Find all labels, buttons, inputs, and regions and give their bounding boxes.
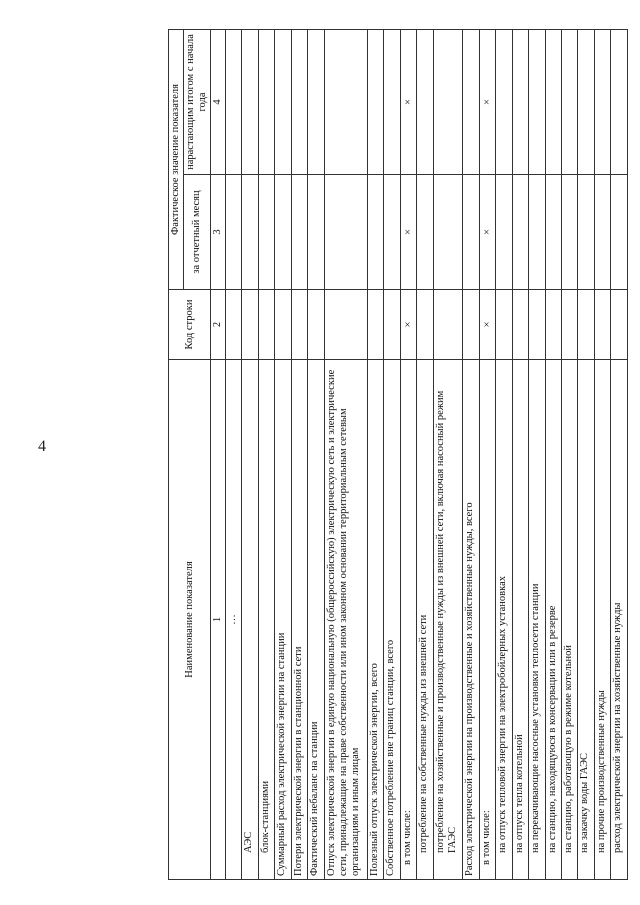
- row-name: на станцию, находящуюся в консервации или в резерве: [545, 360, 561, 880]
- table-row: [479, 30, 495, 880]
- table-row: [529, 30, 545, 880]
- table-row: [594, 30, 610, 880]
- row-name: на станцию, работающую в режиме котельной: [561, 360, 577, 880]
- row-name: в том числе:: [479, 360, 495, 880]
- empty-cell: [545, 290, 561, 360]
- empty-cell: [529, 30, 545, 175]
- empty-cell: [226, 290, 242, 360]
- x-mark: ×: [400, 290, 416, 360]
- empty-cell: [242, 30, 258, 175]
- table-row: [258, 30, 274, 880]
- empty-cell: [463, 290, 479, 360]
- x-mark: ×: [479, 290, 495, 360]
- empty-cell: [226, 30, 242, 175]
- empty-cell: [417, 175, 433, 290]
- empty-cell: [433, 30, 463, 175]
- row-name: на отпуск тепловой энергии на электробойлерных установках: [496, 360, 512, 880]
- empty-cell: [291, 290, 307, 360]
- column-number-row: [211, 30, 226, 880]
- row-name: Собственное потребление вне границ станции, всего: [384, 360, 400, 880]
- col-num-3: 3: [211, 175, 226, 290]
- table-row: [324, 30, 367, 880]
- empty-cell: [611, 290, 628, 360]
- empty-cell: [529, 175, 545, 290]
- empty-cell: [433, 175, 463, 290]
- empty-cell: [275, 175, 291, 290]
- empty-cell: [594, 30, 610, 175]
- empty-cell: [512, 30, 528, 175]
- row-name: потребление на хозяйственные и производственные нужды из внешней сети, включая насосный режим ГАЭС: [433, 360, 463, 880]
- empty-cell: [308, 30, 324, 175]
- empty-cell: [384, 175, 400, 290]
- table-row: [291, 30, 307, 880]
- row-name: потребление на собственные нужды из внешней сети: [417, 360, 433, 880]
- header-name: Наименование показателя: [169, 360, 211, 880]
- row-name: Полезный отпуск электрической энергии, всего: [367, 360, 383, 880]
- table-row: [545, 30, 561, 880]
- empty-cell: [275, 290, 291, 360]
- empty-cell: [594, 175, 610, 290]
- empty-cell: [545, 175, 561, 290]
- table-row: [512, 30, 528, 880]
- empty-cell: [275, 30, 291, 175]
- empty-cell: [367, 175, 383, 290]
- empty-cell: [463, 175, 479, 290]
- page-number: 4: [38, 438, 46, 455]
- empty-cell: [258, 30, 274, 175]
- table-row: [463, 30, 479, 880]
- header-month: за отчетный месяц: [184, 175, 211, 290]
- empty-cell: [578, 30, 594, 175]
- empty-cell: [417, 30, 433, 175]
- empty-cell: [258, 290, 274, 360]
- row-name: на перекачивающие насосные установки теплосети станции: [529, 360, 545, 880]
- empty-cell: [512, 175, 528, 290]
- col-num-2: 2: [211, 290, 226, 360]
- empty-cell: [367, 290, 383, 360]
- indicator-table: [168, 29, 628, 880]
- row-name: АЭС: [242, 360, 258, 880]
- x-mark: ×: [400, 175, 416, 290]
- empty-cell: [308, 290, 324, 360]
- header-ytd: нарастающим итогом с начала года: [184, 30, 211, 175]
- empty-cell: [561, 290, 577, 360]
- empty-cell: [324, 290, 367, 360]
- table-row: [611, 30, 628, 880]
- empty-cell: [226, 175, 242, 290]
- empty-cell: [242, 290, 258, 360]
- table-row: [496, 30, 512, 880]
- header-code: Код строки: [169, 290, 211, 360]
- row-name: блок-станциями: [258, 360, 274, 880]
- empty-cell: [496, 175, 512, 290]
- empty-cell: [324, 175, 367, 290]
- row-name: Расход электрической энергии на производственные и хозяйственные нужды, всего: [463, 360, 479, 880]
- empty-cell: [561, 30, 577, 175]
- table-row: [275, 30, 291, 880]
- table-row: [400, 30, 416, 880]
- empty-cell: [611, 30, 628, 175]
- empty-cell: [496, 30, 512, 175]
- empty-cell: [512, 290, 528, 360]
- row-name: на закачку воды ГАЭС: [578, 360, 594, 880]
- x-mark: ×: [479, 175, 495, 290]
- row-name: Суммарный расход электрической энергии на станции: [275, 360, 291, 880]
- empty-cell: [258, 175, 274, 290]
- empty-cell: [308, 175, 324, 290]
- col-num-1: 1: [211, 360, 226, 880]
- empty-cell: [463, 30, 479, 175]
- table-row: [578, 30, 594, 880]
- empty-cell: [291, 175, 307, 290]
- empty-cell: [578, 175, 594, 290]
- rotated-table-container: [168, 30, 628, 880]
- row-name: …: [226, 360, 242, 880]
- empty-cell: [417, 290, 433, 360]
- empty-cell: [594, 290, 610, 360]
- col-num-4: 4: [211, 30, 226, 175]
- table-row: [308, 30, 324, 880]
- row-name: расход электрической энергии на хозяйственные нужды: [611, 360, 628, 880]
- row-name: Фактический небаланс на станции: [308, 360, 324, 880]
- x-mark: ×: [479, 30, 495, 175]
- empty-cell: [324, 30, 367, 175]
- empty-cell: [433, 290, 463, 360]
- empty-cell: [578, 290, 594, 360]
- table-row: [242, 30, 258, 880]
- table-row: [384, 30, 400, 880]
- row-name: в том числе:: [400, 360, 416, 880]
- empty-cell: [384, 30, 400, 175]
- table-row: [433, 30, 463, 880]
- table-body: [226, 30, 628, 880]
- empty-cell: [367, 30, 383, 175]
- table-row: [417, 30, 433, 880]
- row-name: Потери электрической энергии в станционной сети: [291, 360, 307, 880]
- empty-cell: [384, 290, 400, 360]
- empty-cell: [561, 175, 577, 290]
- table-row: [367, 30, 383, 880]
- empty-cell: [529, 290, 545, 360]
- empty-cell: [611, 175, 628, 290]
- x-mark: ×: [400, 30, 416, 175]
- row-name: на прочие производственные нужды: [594, 360, 610, 880]
- empty-cell: [291, 30, 307, 175]
- header-fact: Фактическое значение показателя: [169, 30, 184, 290]
- row-name: Отпуск электрической энергии в единую национальную (общероссийскую) электрическую сеть и электрические сети, принадлежащие на праве собственности или ином законном основании территориальным сетевым организациям и иным лицам: [324, 360, 367, 880]
- table-row: [561, 30, 577, 880]
- empty-cell: [545, 30, 561, 175]
- table-row: [226, 30, 242, 880]
- empty-cell: [242, 175, 258, 290]
- header-row-1: [169, 30, 184, 880]
- row-name: на отпуск тепла котельной: [512, 360, 528, 880]
- empty-cell: [496, 290, 512, 360]
